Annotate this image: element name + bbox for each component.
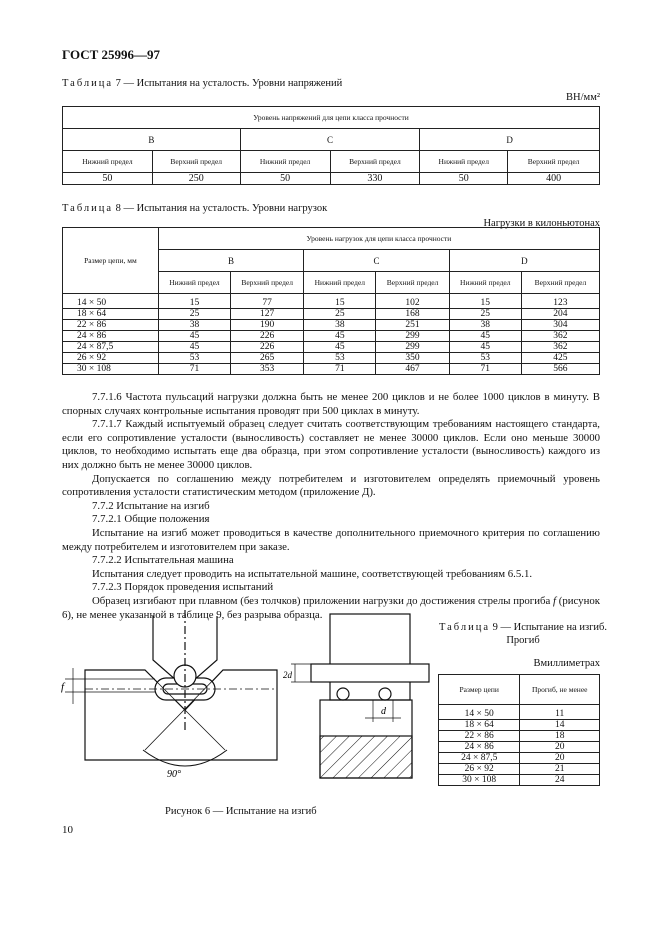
paragraph-bend-general: Испытание на изгиб может проводиться в качестве дополнительного приемочного критерия по соглашению между потребителем и изготовителем при заказе.: [62, 526, 600, 553]
page-number: 10: [62, 824, 73, 836]
table9-deflection-cell: 20: [520, 742, 600, 753]
table7-class-d: D: [420, 129, 600, 151]
table9-row: [439, 753, 600, 764]
side-view-link: [311, 664, 429, 682]
table9-deflection-cell: 24: [520, 775, 600, 786]
table8-cell: 304: [521, 320, 599, 331]
paragraph-acceptance: Допускается по соглашению между потребителем и изготовителем определять приемочный уровень сопротивления усталости статистическим методом (приложение Д).: [62, 472, 600, 499]
table8-cell: 299: [376, 331, 449, 342]
table9-deflection-cell: 14: [520, 720, 600, 731]
table8-upper-b: Верхний предел: [231, 272, 304, 294]
table7-units: ВН/мм²: [566, 92, 600, 103]
table8-cell: 362: [521, 331, 599, 342]
table8-cell: 25: [304, 309, 376, 320]
table8: [62, 227, 600, 375]
table7-cell: 50: [420, 173, 508, 185]
table8-class-b: B: [158, 250, 303, 272]
table8-cell: 77: [231, 294, 304, 309]
table9-col-deflection: Прогиб, не менее: [520, 675, 600, 705]
paragraph-procedure: Образец изгибают при плавном (без толчков) приложении нагрузки до достижения стрелы прогиба f (рисунок 6), не менее указанной в таблице 9, без разрыва образца.: [62, 594, 600, 621]
table8-cell: 127: [231, 309, 304, 320]
table7-class-b: B: [63, 129, 241, 151]
table7-lower-c: Нижний предел: [240, 151, 330, 173]
table8-cell: 226: [231, 342, 304, 353]
table8-upper-c: Верхний предел: [376, 272, 449, 294]
table8-row: [63, 331, 600, 342]
table7-group-header: Уровень напряжений для цепи класса прочности: [63, 107, 600, 129]
table7-caption-label: Таблица: [62, 78, 114, 89]
table9-caption-text: 9 — Испытание на изгиб. Прогиб: [490, 622, 608, 646]
figure-6-bend-test: [55, 610, 435, 800]
table7: [62, 106, 600, 185]
table8-cell: 226: [231, 331, 304, 342]
table8-cell: 204: [521, 309, 599, 320]
table8-cell: 425: [521, 353, 599, 364]
table8-cell: 45: [158, 331, 230, 342]
table8-cell: 15: [304, 294, 376, 309]
table8-cell: 467: [376, 364, 449, 375]
table8-size-cell: 14 × 50: [63, 294, 159, 309]
table7-upper-d: Верхний предел: [508, 151, 600, 173]
table8-caption-text: 8 — Испытания на усталость. Уровни нагрузок: [113, 203, 328, 214]
table7-cell: 250: [152, 173, 240, 185]
angle-label: 90°: [167, 769, 181, 780]
table9-caption: [438, 621, 608, 647]
table8-cell: 168: [376, 309, 449, 320]
figure-6-caption: Рисунок 6 — Испытание на изгиб: [165, 806, 317, 817]
table8-size-cell: 24 × 87,5: [63, 342, 159, 353]
table9-row: [439, 720, 600, 731]
table8-group-header: Уровень нагрузок для цепи класса прочности: [158, 228, 599, 250]
table8-size-cell: 30 × 108: [63, 364, 159, 375]
table9-size-cell: 14 × 50: [439, 705, 520, 720]
table7-caption: [62, 78, 342, 89]
table9-row: [439, 742, 600, 753]
table9-deflection-cell: 20: [520, 753, 600, 764]
table8-upper-d: Верхний предел: [521, 272, 599, 294]
table8-cell: 190: [231, 320, 304, 331]
table9-col-size: Размер цепи: [439, 675, 520, 705]
table8-class-c: C: [304, 250, 449, 272]
table8-size-header: Размер цепи, мм: [63, 228, 159, 294]
table8-units: Нагрузки в килоньютонах: [483, 218, 600, 229]
table8-cell: 25: [449, 309, 521, 320]
table8-cell: 38: [158, 320, 230, 331]
side-view-frame: [330, 614, 410, 700]
table9-row: [439, 705, 600, 720]
table8-size-cell: 22 × 86: [63, 320, 159, 331]
table7-cell: 330: [330, 173, 420, 185]
table8-cell: 45: [304, 342, 376, 353]
table8-class-d: D: [449, 250, 599, 272]
table7-cell: 50: [240, 173, 330, 185]
table8-cell: 265: [231, 353, 304, 364]
table8-cell: 45: [449, 331, 521, 342]
table7-class-c: C: [240, 129, 420, 151]
table9-caption-label: Таблица: [438, 622, 491, 633]
table8-lower-b: Нижний предел: [158, 272, 230, 294]
table8-row: [63, 294, 600, 309]
table8-cell: 123: [521, 294, 599, 309]
table8-lower-c: Нижний предел: [304, 272, 376, 294]
paragraph-7717: 7.7.1.7 Каждый испытуемый образец следует считать соответствующим требованиям настоящего стандарта, если его сопротивление усталости (выносливость) составляет не менее 30000 циклов. Если оно меньше 30000 циклов, то необходимо испытать еще два образца, при этом сопротивление усталости (выносливость) каждого из них должно быть не менее 30000 циклов.: [62, 418, 600, 471]
document-header: ГОСТ 25996—97: [62, 47, 161, 62]
paragraph-7716: 7.7.1.6 Частота пульсаций нагрузки должна быть не менее 200 циклов и не более 1000 циклов в минуту. В спорных случаях контрольные испытания проводят при 500 циклах в минуту.: [62, 391, 600, 417]
table9-size-cell: 24 × 87,5: [439, 753, 520, 764]
table8-cell: 251: [376, 320, 449, 331]
table9-deflection-cell: 21: [520, 764, 600, 775]
table8-size-cell: 26 × 92: [63, 353, 159, 364]
table8-cell: 45: [158, 342, 230, 353]
table8-cell: 362: [521, 342, 599, 353]
table8-row: [63, 342, 600, 353]
heading-7721: 7.7.2.1 Общие положения: [92, 513, 210, 526]
table8-cell: 353: [231, 364, 304, 375]
table8-cell: 15: [158, 294, 230, 309]
table8-size-cell: 18 × 64: [63, 309, 159, 320]
table7-cell: 50: [63, 173, 153, 185]
deflection-symbol: f: [553, 594, 557, 607]
table8-caption: [62, 203, 327, 214]
table7-cell: 400: [508, 173, 600, 185]
heading-772: 7.7.2 Испытание на изгиб: [92, 499, 210, 512]
table8-caption-label: Таблица: [62, 203, 114, 214]
table8-cell: 38: [449, 320, 521, 331]
table8-cell: 71: [158, 364, 230, 375]
table9-size-cell: 30 × 108: [439, 775, 520, 786]
height-label: 2d: [283, 670, 292, 680]
table9-size-cell: 24 × 86: [439, 742, 520, 753]
table8-cell: 45: [304, 331, 376, 342]
table8-cell: 38: [304, 320, 376, 331]
table8-row: [63, 364, 600, 375]
table7-upper-c: Верхний предел: [330, 151, 420, 173]
table8-cell: 53: [449, 353, 521, 364]
d-label: d: [381, 706, 386, 717]
table8-cell: 102: [376, 294, 449, 309]
table8-cell: 299: [376, 342, 449, 353]
table7-lower-b: Нижний предел: [63, 151, 153, 173]
table8-cell: 71: [449, 364, 521, 375]
table9-row: [439, 731, 600, 742]
table8-row: [63, 309, 600, 320]
table8-lower-d: Нижний предел: [449, 272, 521, 294]
table9-units: Вмиллиметрах: [533, 658, 600, 669]
table9-row: [439, 764, 600, 775]
table7-upper-b: Верхний предел: [152, 151, 240, 173]
table8-cell: 566: [521, 364, 599, 375]
table9-deflection-cell: 18: [520, 731, 600, 742]
table9-size-cell: 18 × 64: [439, 720, 520, 731]
table9-deflection-cell: 11: [520, 705, 600, 720]
table8-cell: 350: [376, 353, 449, 364]
heading-7723: 7.7.2.3 Порядок проведения испытаний: [92, 581, 274, 594]
body-text: [62, 391, 600, 622]
table8-row: [63, 353, 600, 364]
table8-row: [63, 320, 600, 331]
table9-row: [439, 775, 600, 786]
table8-size-cell: 24 × 86: [63, 331, 159, 342]
table9-size-cell: 26 × 92: [439, 764, 520, 775]
table8-cell: 25: [158, 309, 230, 320]
table9: [438, 674, 600, 786]
table8-cell: 53: [304, 353, 376, 364]
heading-7722: 7.7.2.2 Испытательная машина: [92, 554, 234, 567]
table7-lower-d: Нижний предел: [420, 151, 508, 173]
table8-cell: 71: [304, 364, 376, 375]
table8-cell: 15: [449, 294, 521, 309]
hatched-support: [320, 736, 412, 778]
f-label: f: [61, 681, 65, 693]
table7-caption-text: 7 — Испытания на усталость. Уровни напряжений: [113, 78, 343, 89]
table8-cell: 45: [449, 342, 521, 353]
table9-size-cell: 22 × 86: [439, 731, 520, 742]
table8-cell: 53: [158, 353, 230, 364]
paragraph-machine: Испытания следует проводить на испытательной машине, соответствующей требованиям 6.5.1.: [92, 567, 533, 580]
